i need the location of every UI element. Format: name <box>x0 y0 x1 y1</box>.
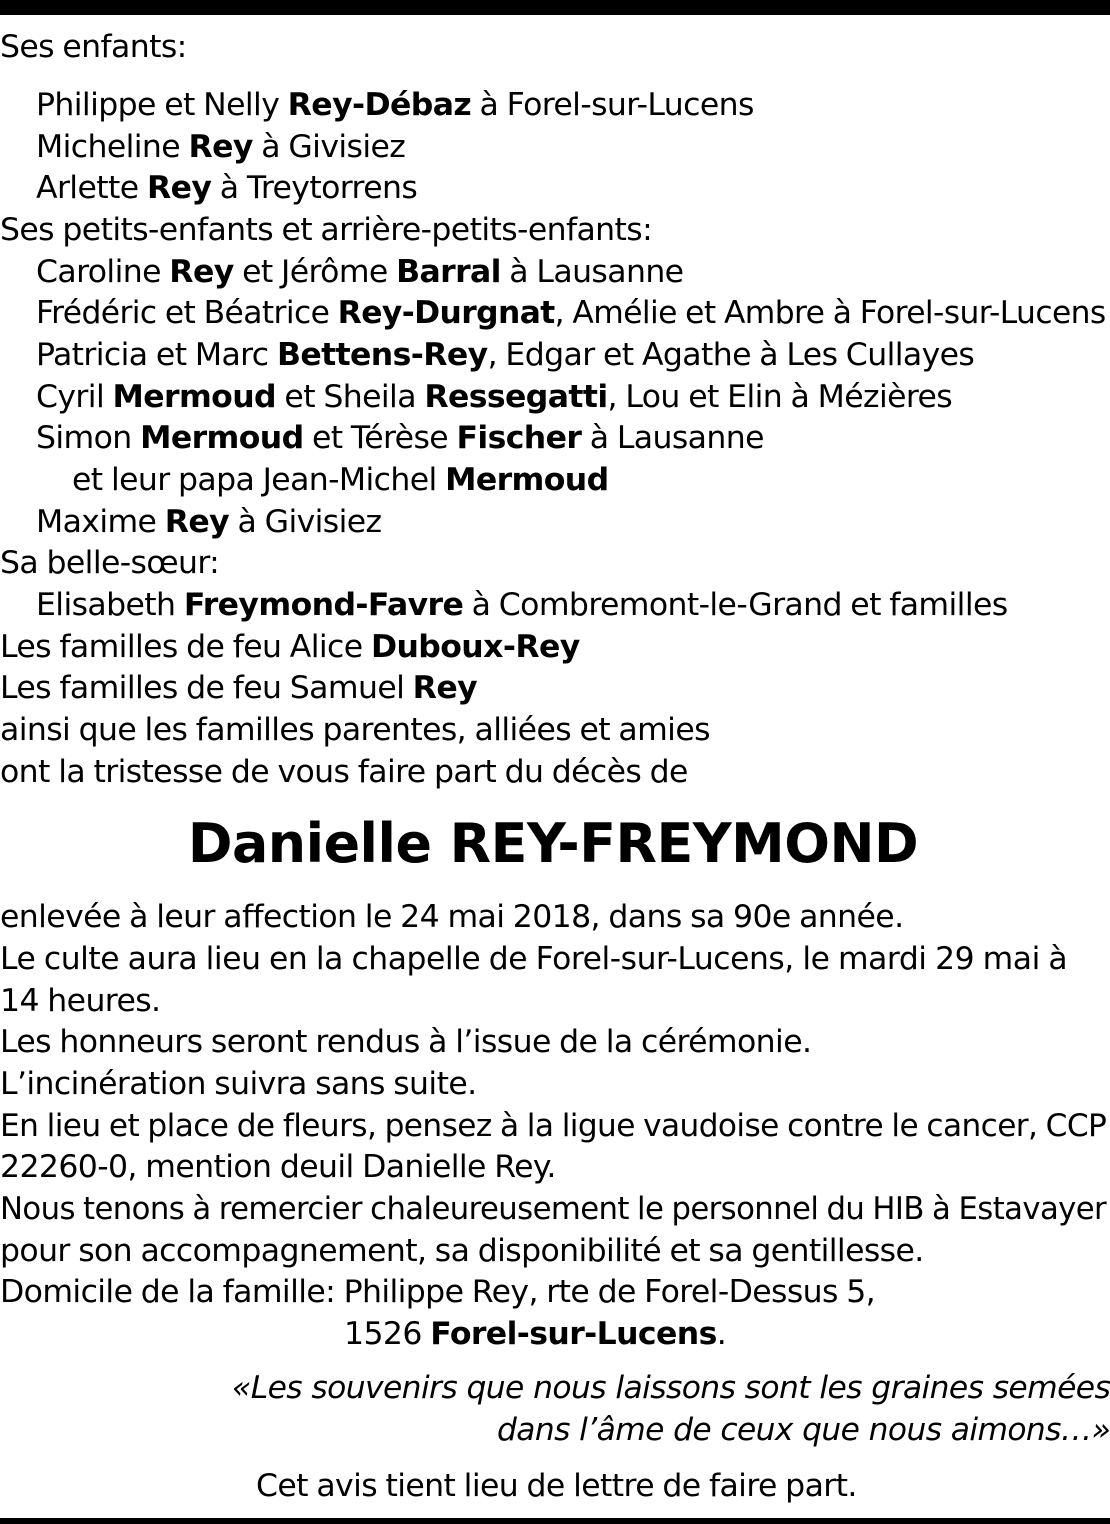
domicile-address: 1526 Forel-sur-Lucens. <box>344 1316 727 1352</box>
top-rule <box>0 0 1110 15</box>
grandchild-line: Caroline Rey et Jérôme Barral à Lausanne <box>36 254 684 290</box>
thanks-line: Nous tenons à remercier chaleureusement le personnel du HIB à Estavayer <box>0 1191 1107 1227</box>
announce-line: ont la tristesse de vous faire part du décès de <box>0 754 688 790</box>
children-header: Ses enfants: <box>0 29 187 65</box>
deceased-name: Danielle REY-FREYMOND <box>187 812 919 875</box>
child-line: Micheline Rey à Givisiez <box>36 129 406 165</box>
flowers-line-2: 22260-0, mention deuil Danielle Rey. <box>0 1149 556 1185</box>
honours-line: Les honneurs seront rendus à l’issue de la cérémonie. <box>0 1024 812 1060</box>
quote-line-2: dans l’âme de ceux que nous aimons…» <box>496 1412 1110 1448</box>
child-line: Philippe et Nelly Rey-Débaz à Forel-sur-Lucens <box>36 87 754 123</box>
closing-line: Cet avis tient lieu de lettre de faire part. <box>256 1468 857 1504</box>
grandchild-line: Frédéric et Béatrice Rey-Durgnat, Amélie et Ambre à Forel-sur-Lucens <box>36 295 1106 331</box>
child-line: Arlette Rey à Treytorrens <box>36 170 418 206</box>
grandchild-line: et leur papa Jean-Michel Mermoud <box>72 462 609 498</box>
relatives-line: ainsi que les familles parentes, alliées et amies <box>0 712 710 748</box>
flowers-line: En lieu et place de fleurs, pensez à la ligue vaudoise contre le cancer, CCP <box>0 1108 1107 1144</box>
service-line-2: 14 heures. <box>0 983 161 1019</box>
sister-in-law-line: Elisabeth Freymond-Favre à Combremont-le-Grand et familles <box>36 587 1008 623</box>
sister-in-law-header: Sa belle-sœur: <box>0 545 220 581</box>
family-line: Les familles de feu Samuel Rey <box>0 670 478 706</box>
quote-line: «Les souvenirs que nous laissons sont les graines semées <box>231 1370 1110 1406</box>
bottom-rule <box>0 1518 1110 1524</box>
grandchild-line: Maxime Rey à Givisiez <box>36 504 382 540</box>
thanks-line-2: pour son accompagnement, sa disponibilité et sa gentillesse. <box>0 1233 924 1269</box>
grandchildren-header: Ses petits-enfants et arrière-petits-enfants: <box>0 212 653 248</box>
family-line: Les familles de feu Alice Duboux-Rey <box>0 629 580 665</box>
taken-line: enlevée à leur affection le 24 mai 2018, dans sa 90e année. <box>0 899 904 935</box>
cremation-line: L’incinération suivra sans suite. <box>0 1066 477 1102</box>
service-line: Le culte aura lieu en la chapelle de Forel-sur-Lucens, le mardi 29 mai à <box>0 941 1068 977</box>
domicile-line: Domicile de la famille: Philippe Rey, rte de Forel-Dessus 5, <box>0 1274 876 1310</box>
grandchild-line: Cyril Mermoud et Sheila Ressegatti, Lou et Elin à Mézières <box>36 379 953 415</box>
grandchild-line: Patricia et Marc Bettens-Rey, Edgar et Agathe à Les Cullayes <box>36 337 975 373</box>
grandchild-line: Simon Mermoud et Térèse Fischer à Lausanne <box>36 420 764 456</box>
